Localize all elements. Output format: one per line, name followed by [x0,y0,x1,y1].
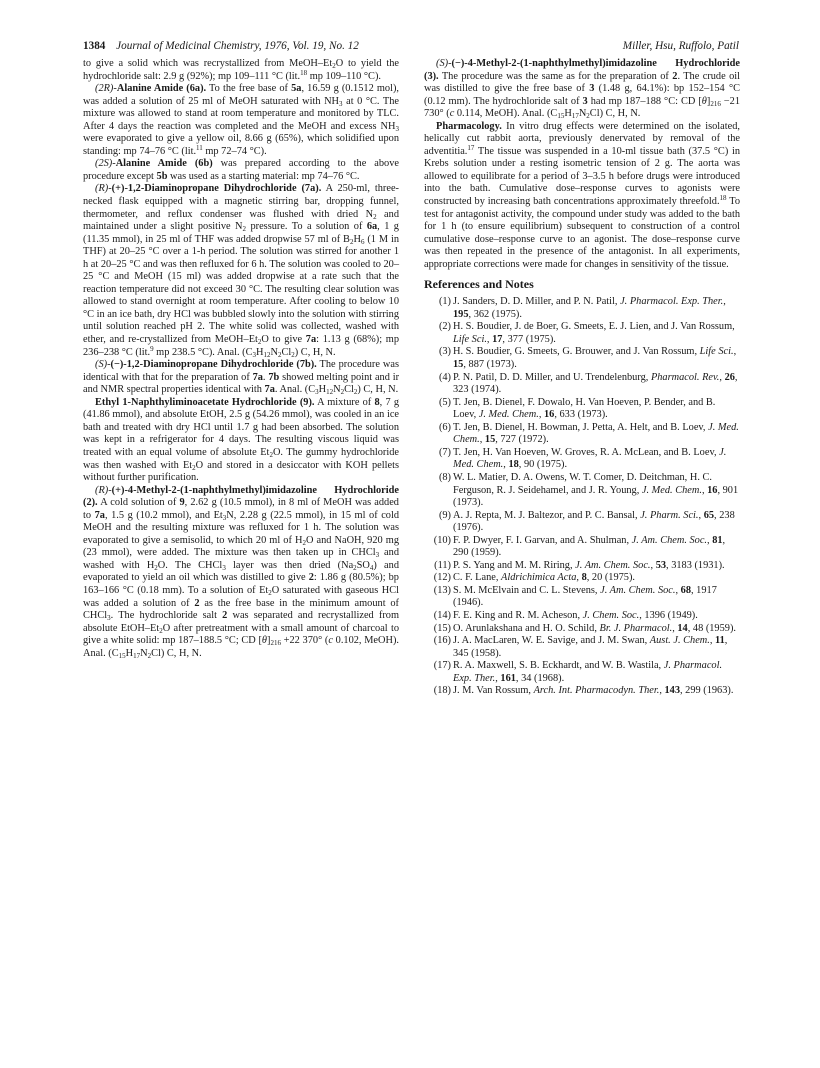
running-head-left [83,38,359,54]
reference-text: A. J. Repta, M. J. Baltezor, and P. C. Bansal, J. Pharm. Sci., 65, 238 (1976). [453,509,735,534]
reference-text: F. E. King and R. M. Acheson, J. Chem. Soc., 1396 (1949). [453,609,698,621]
reference-text: W. L. Matier, D. A. Owens, W. T. Comer, D. Deitchman, H. C. Ferguson, R. J. Seidehamel, and J. R. Young, J. Med. Chem., 16, 901 (1973). [453,471,739,509]
journal-citation: Journal of Medicinal Chemistry, 1976, Vol. 19, No. 12 [116,40,359,52]
reference-text: P. N. Patil, D. D. Miller, and U. Trendelenburg, Pharmacol. Rev., 26, 323 (1974). [453,371,738,396]
reference-item [424,623,740,636]
reference-text: P. S. Yang and M. M. Riring, J. Am. Chem. Soc., 53, 3183 (1931). [453,559,725,571]
right-column [424,58,740,698]
reference-number: (7) [438,446,451,458]
reference-number: (8) [438,471,451,483]
reference-text: H. S. Boudier, J. de Boer, G. Smeets, E. J. Lien, and J. Van Rossum, Life Sci., 17, 377 (1975). [453,321,735,345]
right-column-body [424,58,740,271]
reference-item [424,296,740,321]
reference-number: (5) [438,396,451,408]
reference-item [424,397,740,422]
reference-text: J. Sanders, D. D. Miller, and P. N. Patil, J. Pharmacol. Exp. Ther., 195, 362 (1975). [453,296,726,320]
body-paragraph: Pharmacology. In vitro drug effects were determined on the isolated, helically cut rabbit aorta, previously denervated by removal of the adventitia.$^{17}$ The tissue was suspended in a 10-ml tissue bath (37.5 °C) in Krebs solution under a resting isometric tension of 2 g. The aorta was allowed to equilibrate for a period of 3–3.5 h before drugs were introduced into the bath. Cumulative dose–response curves to agonists were constructed by increasing bath concentrations approximately threefold.$^{18}$ To test for antagonist activity, the compound under study was added to the bath for 1 h (to ensure equilibrium) subsequent to construction of a control cumulative dose–response curve to an agonist. The dose–response curve was then repeated in the presence of the antagonist. In all experiments, appropriate corrections were made for changes in sensitivity of the tissue. [424,120,740,270]
reference-item [424,660,740,685]
reference-item [424,510,740,535]
reference-text: J. M. Van Rossum, Arch. Int. Pharmacodyn. Ther., 143, 299 (1963). [453,685,734,697]
reference-item [424,321,740,346]
author-running-head: Miller, Hsu, Ruffolo, Patil [622,40,739,52]
reference-text: J. A. MacLaren, W. E. Savige, and J. M. Swan, Aust. J. Chem., 11, 345 (1958). [453,635,728,659]
reference-number: (4) [438,371,451,383]
reference-number: (13) [433,584,451,596]
reference-number: (17) [433,660,451,672]
body-paragraph: (2R)-Alanine Amide (6a). To the free base of 5a, 16.59 g (0.1512 mol), was added a solution of 25 ml of MeOH saturated with $NH_3$ at 0 °C. The mixture was allowed to stand at room temperature and monitored by TLC. After 4 days the reaction was completed and the MeOH and excess $NH_3$ were evaporated to give a yellow oil, 8.66 g (65%), which solidified upon standing: mp 74–76 °C (lit.$^{11}$ mp 72–74 °C). [83,83,399,157]
left-column [83,58,399,660]
reference-item [424,572,740,585]
body-paragraph: (R)-(+)-1,2-Diaminopropane Dihydrochloride (7a). A 250-ml, three-necked flask equipped with a magnetic stirring bar, dropping funnel, thermometer, and reflux condenser was flushed with dried $N_2$ and maintained under a slight positive $N_2$ pressure. To a solution of 6a, 1 g (11.35 mmol), in 25 ml of THF was added dropwise 57 ml of $B_2H_6$ (1 M in THF) at 20–25 °C over a 1-h period. The solution was stirred for another 1 h at 20–25 °C and was then refluxed for 6 h. The solution was cooled to 20–25 °C and MeOH (15 ml) was added dropwise at a rate such that the reaction temperature did not exceed 30 °C. The resulting clear solution was allowed to stand overnight at room temperature. After cooling to below 10 °C in an ice bath, dry HCl was bubbled slowly into the solution with stirring until solution reached pH 2. The white solid was collected, washed with ether, and re-crystallized from MeOH–$Et_2O$ to give 7a: 1.13 g (68%); mp 236–238 °C (lit.$^9$ mp 238.5 °C). Anal. $(C_3H_{12}N_2Cl_2)$ C, H, N. [83,183,399,359]
body-paragraph: to give a solid which was recrystallized from MeOH–$Et_2O$ to yield the hydrochloride salt: 2.9 g (92%); mp 109–111 °C (lit.$^{18}$ mp 109–110 °C). [83,58,399,82]
page-number: 1384 [83,40,106,52]
body-paragraph: (S)-(−)-1,2-Diaminopropane Dihydrochloride (7b). The procedure was identical with that for the preparation of 7a. 7b showed melting point and ir and NMR spectral properties identical with 7a. Anal. $(C_3H_{12}N_2Cl_2)$ C, H, N. [83,359,400,397]
reference-number: (1) [438,296,451,308]
reference-text: T. Jen, B. Dienel, F. Dowalo, H. Van Hoeven, P. Bender, and B. Loev, J. Med. Chem., 16, 633 (1973). [453,396,716,421]
reference-text: R. A. Maxwell, S. B. Eckhardt, and W. B. Wastila, J. Pharmacol. Exp. Ther., 161, 34 (1968). [453,660,723,684]
body-paragraph: (R)-(+)-4-Methyl-2-(1-naphthylmethyl)imidazoline Hydrochloride (2). A cold solution of 9, 2.62 g (10.5 mmol), in 8 ml of MeOH was added to 7a, 1.5 g (10.2 mmol), and $Et_3N$, 2.28 g (22.5 mmol), in 15 ml of cold MeOH and the resulting mixture was refluxed for 1 h. The solution was evaporated to give a semisolid, to which 20 ml of $H_2O$ and NaOH, 920 mg (23 mmol), were added. The mixture was then taken up in CHCl$_3$ and washed with $H_2O$. The CHCl$_3$ layer was then dried $(Na_2SO_4)$ and evaporated to yield an oil which was distilled to give 2: 1.86 g (80.5%); bp 163–166 °C (0.18 mm). To a solution of $Et_2O$ saturated with gaseous HCl was added a solution of 2 as the free base in the minimum amount of CHCl$_3$. The hydrochloride salt 2 was separated and recrystallized from absolute EtOH–$Et_2O$ after pretreatment with a small amount of charcoal to give a white solid: mp 187–188.5 °C; CD $[\theta]_{216} +22$ 370° (c 0.102, MeOH). Anal. $(C_{15}H_{17}N_2Cl)$ C, H, N. [83,484,399,660]
reference-text: C. F. Lane, Aldrichimica Acta, 8, 20 (1975). [453,572,635,584]
body-paragraph: (S)-(−)-4-Methyl-2-(1-naphthylmethyl)imidazoline Hydrochloride (3). The procedure was the same as for the preparation of 2. The crude oil was distilled to give the free base of 3 (1.48 g, 64.1%): bp 152–154 °C (0.12 mm). The hydrochloride salt of 3 had mp 187–188 °C: CD $[\theta]_{216} -21$ 730° (c 0.114, MeOH). Anal. $(C_{15}H_{17}N_2Cl)$ C, H, N. [424,58,740,121]
references-heading: References and Notes [424,277,534,292]
reference-item [424,346,740,371]
reference-number: (6) [438,421,451,433]
reference-item [424,535,740,560]
reference-text: T. Jen, B. Dienel, H. Bowman, J. Petta, A. Helt, and B. Loev, J. Med. Chem., 15, 727 (1972). [453,421,739,446]
reference-item [424,372,740,397]
reference-item [424,447,740,472]
reference-number: (10) [433,534,451,546]
reference-number: (14) [433,609,451,621]
reference-item [424,422,740,447]
reference-number: (16) [433,635,451,647]
body-paragraph: Ethyl 1-Naphthyliminoacetate Hydrochloride (9). A mixture of 8, 7 g (41.86 mmol), and absolute EtOH, 2.5 g (54.26 mmol), was cooled in an ice bath and treated with dry HCl until 1.7 g had been absorbed. The solution was kept in a refrigerator for 4 days. The resulting viscous liquid was treated with an equal volume of absolute $Et_2O$. The gummy hydrochloride was then washed with $Et_2O$ and stored in a desiccator with KOH pellets without further purification. [83,396,400,484]
reference-list [424,296,740,698]
reference-number: (3) [438,346,451,358]
reference-text: H. S. Boudier, G. Smeets, G. Brouwer, and J. Van Rossum, Life Sci., 15, 887 (1973). [453,346,737,371]
reference-text: O. Arunlakshana and H. O. Schild, Br. J. Pharmacol., 14, 48 (1959). [453,622,736,634]
reference-text: T. Jen, H. Van Hoeven, W. Groves, R. A. McLean, and B. Loev, J. Med. Chem., 18, 90 (1975). [453,446,727,471]
reference-number: (12) [433,572,451,584]
reference-number: (15) [433,622,451,634]
reference-text: S. M. McElvain and C. L. Stevens, J. Am. Chem. Soc., 68, 1917 (1946). [453,584,717,609]
reference-item [424,585,740,610]
reference-item [424,635,740,660]
reference-item [424,560,740,573]
reference-item [424,610,740,623]
reference-number: (9) [438,509,451,521]
reference-number: (2) [438,321,451,333]
reference-number: (18) [433,685,451,697]
reference-item [424,472,740,510]
reference-item [424,685,740,698]
reference-text: F. P. Dwyer, F. I. Garvan, and A. Shulman, J. Am. Chem. Soc., 81, 290 (1959). [453,534,726,559]
body-paragraph: (2S)-Alanine Amide (6b) was prepared according to the above procedure except 5b was used as a starting material: mp 74–76 °C. [83,158,399,182]
running-head [83,38,739,54]
reference-number: (11) [434,559,451,571]
